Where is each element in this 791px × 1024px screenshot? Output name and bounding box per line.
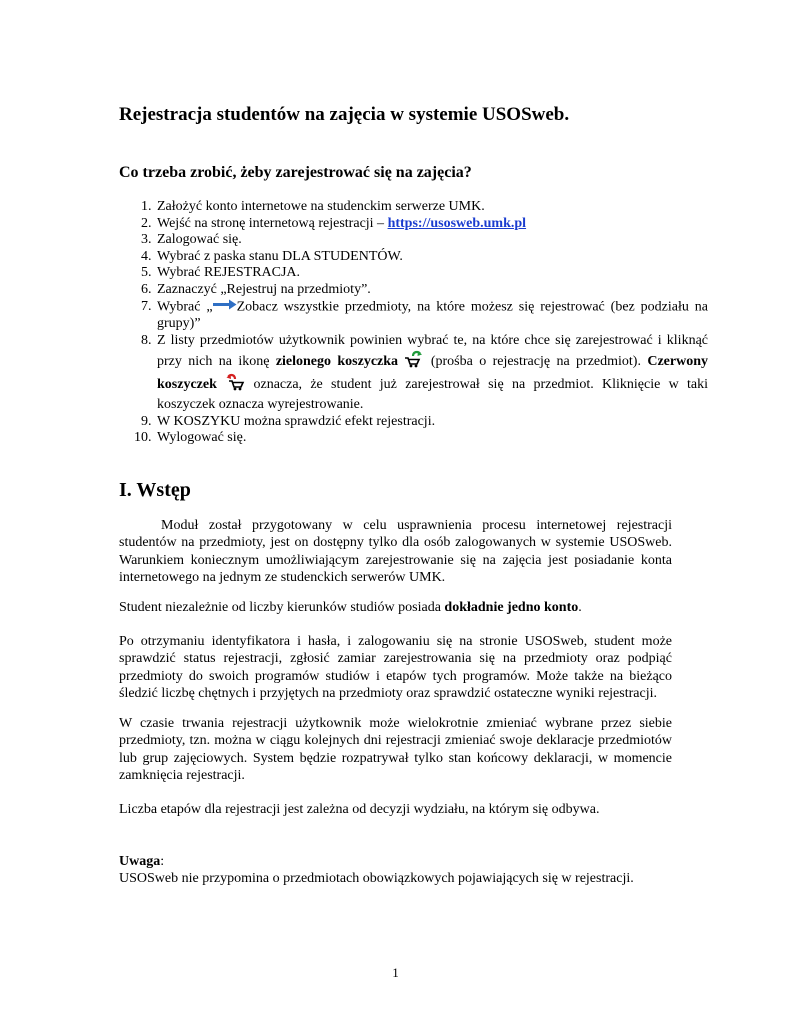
step-7-text: Zobacz wszystkie przedmioty, na które możesz się rejestrować (bez podziału na grupy)” xyxy=(157,299,708,331)
step-2 xyxy=(155,216,708,233)
arrow-right-icon xyxy=(213,299,237,316)
intro-paragraph-5: Liczba etapów dla rejestracji jest zależna od decyzji wydziału, na którym się odbywa. xyxy=(119,802,600,817)
step-6 xyxy=(155,282,708,299)
step-2-text: Wejść na stronę internetową rejestracji – xyxy=(157,215,388,231)
document-title: Rejestracja studentów na zajęcia w systemie USOSweb. xyxy=(119,104,570,125)
step-10 xyxy=(155,430,708,447)
step-4-text: Wybrać z paska stanu DLA STUDENTÓW. xyxy=(157,248,403,264)
intro-paragraph-2-text: Student niezależnie od liczby kierunków studiów posiada xyxy=(119,600,445,615)
step-8-text-c: oznacza, że student już zarejestrował się na przedmiot. Kliknięcie w taki koszyczek oznacza wyrejestrowanie. xyxy=(157,377,708,413)
intro-paragraph-2-bold: dokładnie jedno konto xyxy=(444,600,579,615)
step-8-text-a: Z listy przedmiotów użytkownik powinien wybrać te, na które chce się zarejestrować i kliknąć przy nich na ikonę xyxy=(157,333,708,369)
step-8-green-cart-label: zielonego koszyczka xyxy=(275,353,399,369)
intro-paragraph-2 xyxy=(119,599,672,616)
section-heading-intro: I. Wstęp xyxy=(119,479,191,501)
step-9 xyxy=(155,414,708,431)
red-cart-icon xyxy=(225,373,245,396)
steps-list xyxy=(119,199,708,447)
intro-paragraph-2-suffix: . xyxy=(578,600,582,615)
step-9-text: W KOSZYKU można sprawdzić efekt rejestracji. xyxy=(157,413,436,429)
step-7 xyxy=(155,299,708,333)
step-10-text: Wylogować się. xyxy=(157,430,247,446)
step-1-text: Założyć konto internetowe na studenckim serwerze UMK. xyxy=(157,199,485,214)
step-7-prefix: Wybrać „ xyxy=(157,299,213,315)
note-colon: : xyxy=(160,854,165,869)
step-1 xyxy=(155,199,708,216)
steps-heading: Co trzeba zrobić, żeby zarejestrować się na zajęcia? xyxy=(119,164,472,181)
step-4 xyxy=(155,249,708,266)
green-cart-icon xyxy=(404,350,424,373)
step-5 xyxy=(155,265,708,282)
step-3-text: Zalogować się. xyxy=(157,232,242,248)
page-number: 1 xyxy=(392,965,399,980)
note-label: Uwaga xyxy=(119,854,161,869)
step-6-text: Zaznaczyć „Rejestruj na przedmioty”. xyxy=(157,281,371,297)
usosweb-link[interactable]: https://usosweb.umk.pl xyxy=(387,215,527,231)
intro-paragraph-1: Moduł został przygotowany w celu usprawnienia procesu internetowej rejestracji studentów na przedmioty, jest on dostępny tylko dla osób zalogowanych w systemie USOSweb. Warunkiem koniecznym umożliwiającym zarejestrowanie się na zajęcia jest posiadanie konta internetowego na jednym ze studenckich serwerów UMK. xyxy=(119,518,672,586)
intro-paragraph-3: Po otrzymaniu identyfikatora i hasła, i zalogowaniu się na stronie USOSweb, student może sprawdzić status rejestracji, zgłosić zamiar zarejestrowania się na przedmioty oraz podpiąć przedmioty do swoich programów studiów i etapów tych programów. Może także na bieżąco śledzić liczbę chętnych i przyjętych na przedmioty oraz sprawdzić ostateczne wyniki rejestracji. xyxy=(119,634,672,702)
step-8 xyxy=(155,332,708,414)
step-3 xyxy=(155,232,708,249)
step-8-text-b: (prośba o rejestrację na przedmiot). xyxy=(424,353,648,369)
step-8-red-cart-label: Czerwony koszyczek xyxy=(157,353,709,392)
step-5-text: Wybrać REJESTRACJA. xyxy=(157,265,301,281)
note-text: USOSweb nie przypomina o przedmiotach obowiązkowych pojawiających się w rejestracji. xyxy=(119,871,634,887)
intro-paragraph-4: W czasie trwania rejestracji użytkownik może wielokrotnie zmieniać wybrane przez siebie przedmioty, tzn. można w ciągu kolejnych dni rejestracji zmieniać swoje deklaracje przedmiotów lub grup zajęciowych. System będzie rozpatrywał tylko stan końcowy deklaracji, w momencie zamknięcia rejestracji. xyxy=(119,716,672,784)
note-paragraph xyxy=(119,853,672,888)
